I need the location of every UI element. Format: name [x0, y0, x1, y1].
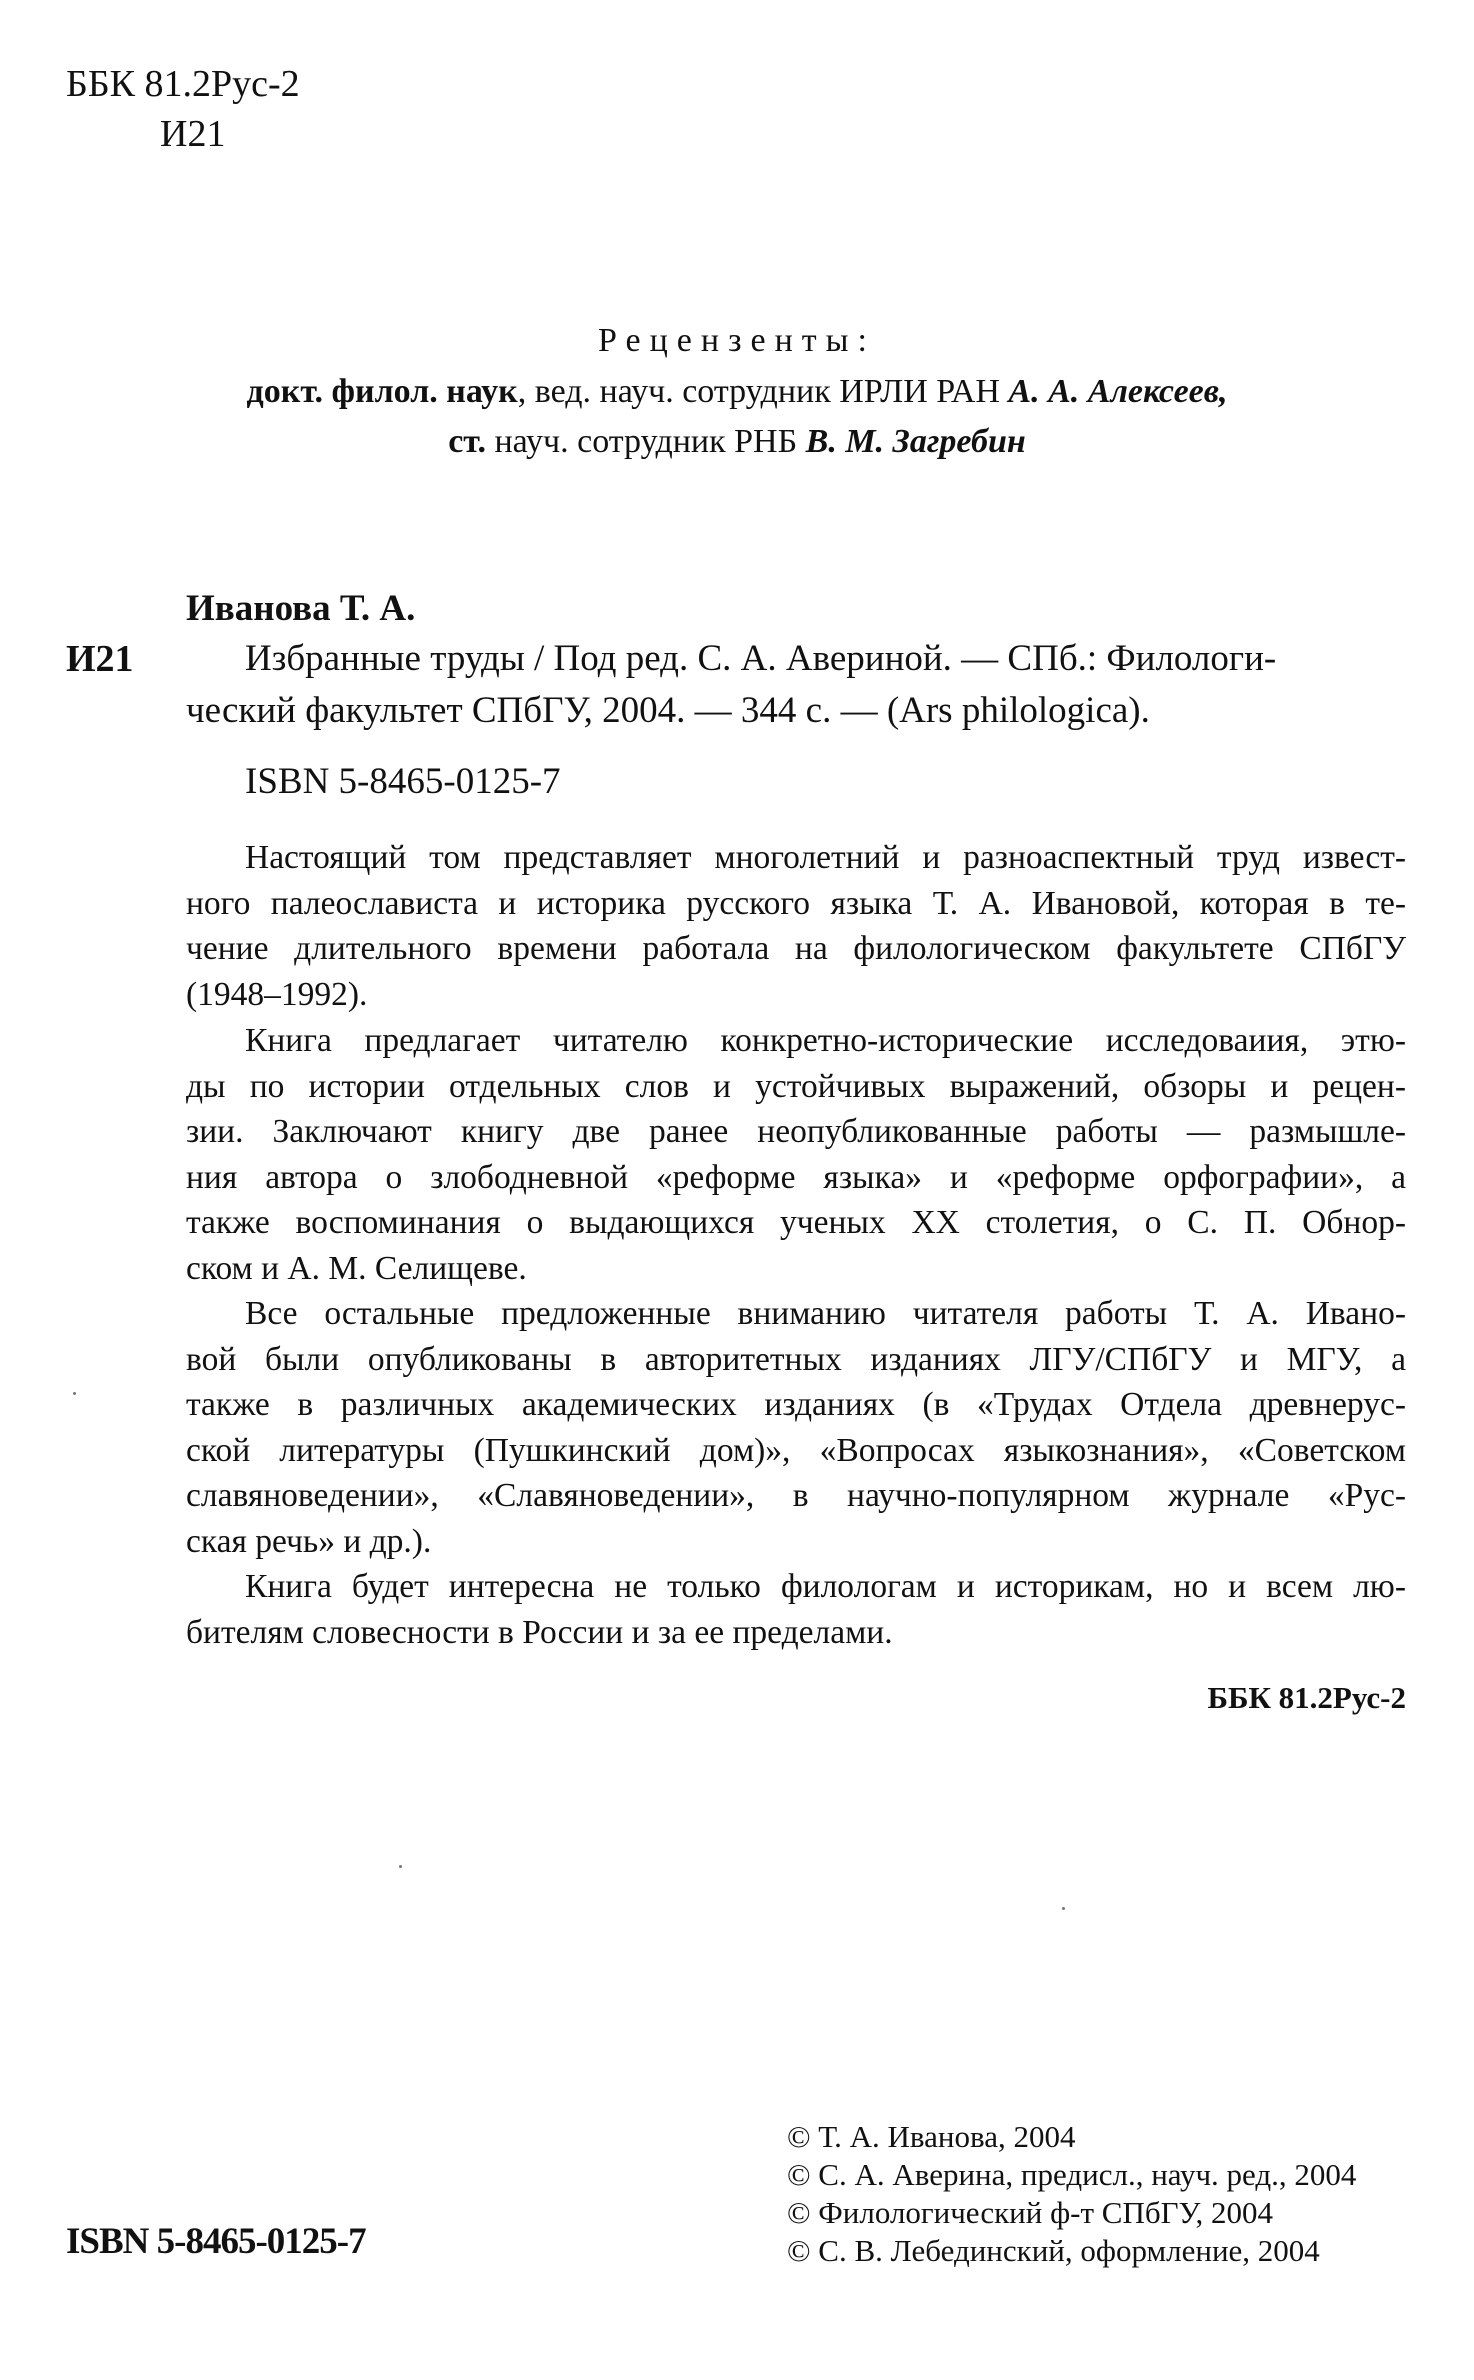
reviewers-heading: Рецензенты:	[598, 322, 876, 359]
bbk-code: ББК 81.2Рус-2	[66, 63, 300, 105]
annotation-line: ния автора о злободневной «реформе языка» и «реформе орфографии», а	[186, 1158, 1406, 1196]
bbk-code-bottom: ББК 81.2Рус-2	[1207, 1680, 1406, 1715]
annotation-line: ская речь» и др.).	[186, 1522, 432, 1560]
annotation-line: (1948–1992).	[186, 975, 368, 1013]
copyright-line: © С. А. Аверина, предисл., науч. ред., 2004	[787, 2157, 1357, 2192]
copyright-line: © Т. А. Иванова, 2004	[787, 2119, 1076, 2154]
reviewer-2-position: науч. сотрудник РНБ	[485, 423, 806, 460]
annotation-line: вой были опубликованы в авторитетных изданиях ЛГУ/СПбГУ и МГУ, а	[186, 1340, 1406, 1378]
reviewer-2	[0, 423, 1474, 461]
reviewer-2-name: В. М. Загребин	[805, 423, 1026, 460]
copyright-line: © Филологический ф-т СПбГУ, 2004	[787, 2195, 1273, 2230]
scan-speck	[73, 1392, 76, 1395]
copyright-block	[787, 2118, 1356, 2270]
annotation-line: зии. Заключают книгу две ранее неопубликованные работы — размышле-	[186, 1113, 1406, 1150]
annotation-line: ды по истории отдельных слов и устойчивых выражений, обзоры и рецен-	[186, 1067, 1406, 1105]
annotation-line: Книга будет интересна не только филологам и историкам, но и всем лю-	[245, 1568, 1406, 1605]
entry-title-line-2: ческий факультет СПбГУ, 2004. — 344 с. — (Ars philologica).	[186, 690, 1150, 731]
scan-speck	[399, 1865, 402, 1868]
annotation-line: также в различных академических изданиях (в «Трудах Отдела древнерус-	[186, 1386, 1406, 1423]
annotation-line: ного палеослависта и историка русского языка Т. А. Ивановой, которая в те-	[186, 884, 1406, 922]
isbn-bottom: ISBN 5-8465-0125-7	[66, 2221, 366, 2262]
reviewer-1	[0, 373, 1474, 411]
annotation-line: бителям словесности в России и за ее пределами.	[186, 1613, 893, 1651]
author-mark: И21	[160, 113, 226, 155]
reviewer-2-degree: ст.	[448, 423, 486, 460]
annotation-paragraph-4	[186, 1564, 1406, 1655]
copyright-line: © С. В. Лебединский, оформление, 2004	[787, 2233, 1320, 2268]
entry-author-mark: И21	[66, 638, 134, 680]
annotation-line: Все остальные предложенные вниманию читателя работы Т. А. Ивано-	[245, 1295, 1406, 1332]
reviewer-1-position: , вед. науч. сотрудник	[517, 373, 840, 410]
reviewer-1-name: А. А. Алексеев,	[1008, 373, 1228, 410]
annotation-paragraph-3	[186, 1291, 1406, 1564]
annotation-paragraph-1	[186, 835, 1406, 1017]
entry-author: Иванова Т. А.	[186, 588, 416, 629]
entry-title-line-1: Избранные труды / Под ред. С. А. Авериной. — СПб.: Филологи-	[245, 638, 1277, 679]
annotation-line: Настоящий том представляет многолетний и разноаспектный труд извест-	[245, 839, 1406, 876]
reviewer-1-org: ИРЛИ РАН	[839, 373, 1000, 410]
reviewer-1-degree: докт. филол. наук	[246, 373, 518, 410]
annotation-line: чение длительного времени работала на филологическом факультете СПбГУ	[186, 930, 1406, 967]
annotation-line: ском и А. М. Селищеве.	[186, 1249, 527, 1287]
annotation-line: также воспоминания о выдающихся ученых XX столетия, о С. П. Обнор-	[186, 1204, 1406, 1241]
annotation-line: славяноведении», «Славяноведении», в научно-популярном журнале «Рус-	[186, 1477, 1406, 1514]
annotation-line: Книга предлагает читателю конкретно-исторические исследоваиия, этю-	[245, 1022, 1406, 1059]
annotation-paragraph-2	[186, 1018, 1406, 1291]
annotation-line: ской литературы (Пушкинский дом)», «Вопросах языкознания», «Советском	[186, 1431, 1406, 1469]
scan-speck	[1062, 1907, 1065, 1910]
entry-isbn: ISBN 5-8465-0125-7	[245, 761, 561, 802]
